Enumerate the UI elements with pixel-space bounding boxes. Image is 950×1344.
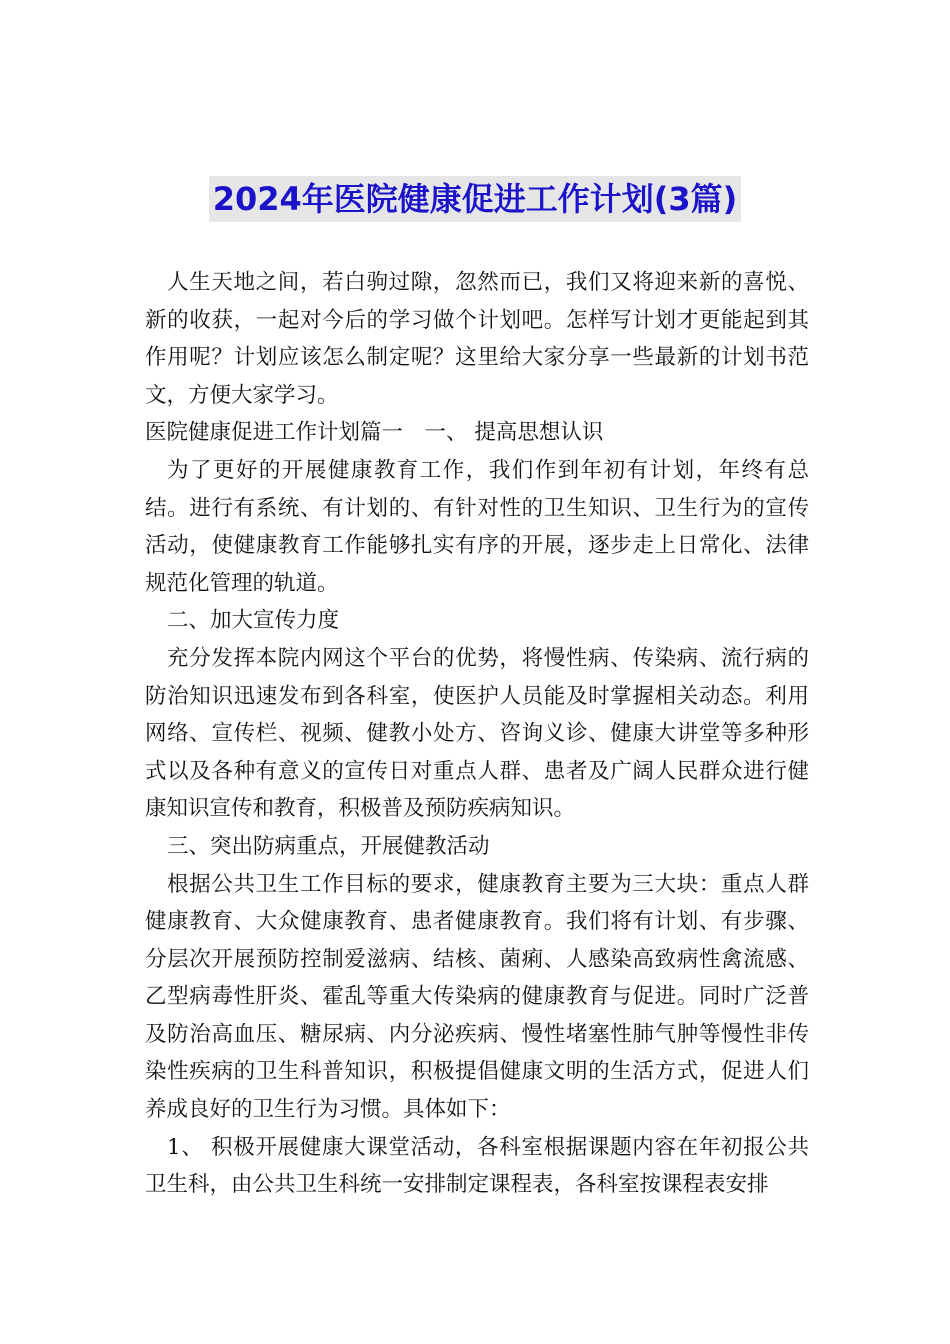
paragraph-intro: 人生天地之间，若白驹过隙，忽然而已，我们又将迎来新的喜悦、新的收获，一起对今后的学习做个计划吧。怎样写计划才更能起到其作用呢？计划应该怎么制定呢？这里给大家分享一些最新的计划书范文，方便大家学习。 (145, 270, 809, 408)
document-body (145, 264, 809, 1204)
paragraph-3: 根据公共卫生工作目标的要求，健康教育主要为三大块：重点人群健康教育、大众健康教育、患者健康教育。我们将有计划、有步骤、分层次开展预防控制爱滋病、结核、菌痢、人感染高致病性禽流感、乙型病毒性肝炎、霍乱等重大传染病的健康教育与促进。同时广泛普及防治高血压、糖尿病、内分泌疾病、慢性堵塞性肺气肿等慢性非传染性疾病的卫生科普知识，积极提倡健康文明的生活方式，促进人们养成良好的卫生行为习惯。具体如下： (145, 871, 809, 1123)
paragraph-1: 为了更好的开展健康教育工作，我们作到年初有计划，年终有总结。进行有系统、有计划的、有针对性的卫生知识、卫生行为的宣传活动，使健康教育工作能够扎实有序的开展，逐步走上日常化、法律规范化管理的轨道。 (145, 457, 809, 596)
document-title: 2024年医院健康促进工作计划(3篇) (209, 176, 742, 222)
title-container (0, 176, 950, 222)
paragraph-2: 充分发挥本院内网这个平台的优势，将慢性病、传染病、流行病的防治知识迅速发布到各科室，使医护人员能及时掌握相关动态。利用网络、宣传栏、视频、健教小处方、咨询义诊、健康大讲堂等多种形式以及各种有意义的宣传日对重点人群、患者及广阔人民群众进行健康知识宣传和教育，积极普及预防疾病知识。 (145, 645, 809, 822)
section-heading-3: 三、突出防病重点，开展健教活动 (167, 833, 490, 859)
section-heading-2: 二、加大宣传力度 (167, 608, 340, 634)
section-heading-1: 医院健康促进工作计划篇一 一、 提高思想认识 (145, 420, 604, 446)
list-item-1: 1、 积极开展健康大课堂活动，各科室根据课题内容在年初报公共卫生科，由公共卫生科统一安排制定课程表，各科室按课程表安排 (145, 1134, 809, 1198)
